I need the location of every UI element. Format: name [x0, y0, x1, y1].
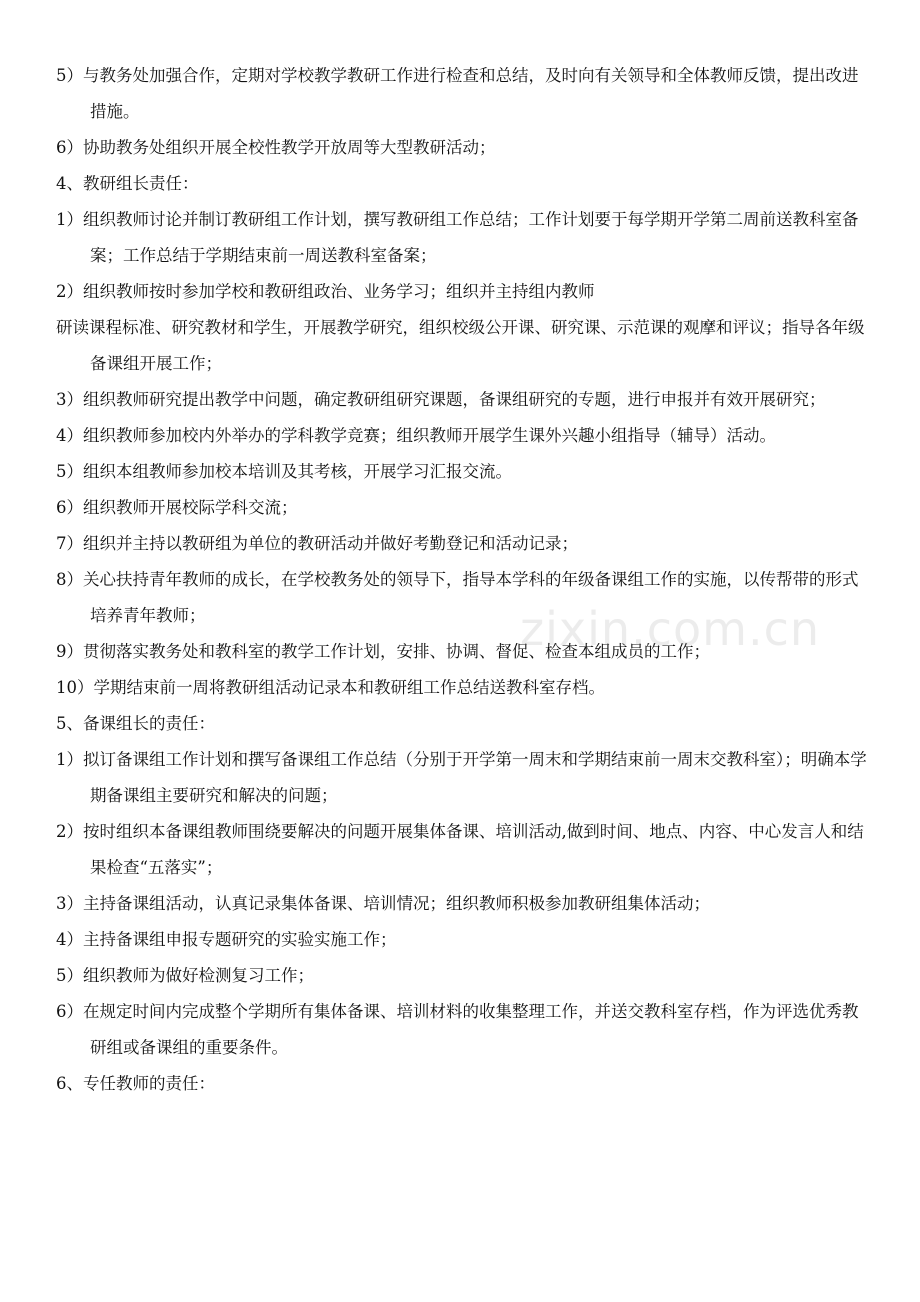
list-item: 6）协助教务处组织开展全校性教学开放周等大型教研活动； — [56, 138, 496, 157]
list-item: 1）组织教师讨论并制订教研组工作计划，撰写教研组工作总结；工作计划要于每学期开学第二周前送教科室备案；工作总结于学期结束前一周送教科室备案； — [56, 210, 859, 265]
list-item: 6）组织教师开展校际学科交流； — [56, 498, 298, 517]
section-heading: 5、备课组长的责任： — [56, 714, 215, 733]
document-page — [0, 58, 920, 1102]
list-item: 1）拟订备课组工作计划和撰写备课组工作总结（分别于开学第一周末和学期结束前一周末交教科室）；明确本学期备课组主要研究和解决的问题； — [56, 750, 867, 805]
list-item: 4）主持备课组申报专题研究的实验实施工作； — [56, 930, 397, 949]
list-item: 7）组织并主持以教研组为单位的教研活动并做好考勤登记和活动记录； — [56, 534, 578, 553]
section-heading: 6、专任教师的责任： — [56, 1074, 215, 1093]
list-item: 3）组织教师研究提出教学中问题，确定教研组研究课题，备课组研究的专题，进行申报并有效开展研究； — [56, 390, 826, 409]
section-heading: 4、教研组长责任： — [56, 174, 199, 193]
list-item: 2）按时组织本备课组教师围绕要解决的问题开展集体备课、培训活动,做到时间、地点、内容、中心发言人和结果检查“五落实”； — [56, 822, 864, 877]
list-item: 3）主持备课组活动，认真记录集体备课、培训情况；组织教师积极参加教研组集体活动； — [56, 894, 710, 913]
list-item-continuation: 研读课程标准、研究教材和学生，开展教学研究，组织校级公开课、研究课、示范课的观摩和评议；指导各年级备课组开展工作； — [56, 318, 865, 373]
list-item: 5）组织本组教师参加校本培训及其考核，开展学习汇报交流。 — [56, 462, 512, 481]
list-item: 2）组织教师按时参加学校和教研组政治、业务学习；组织并主持组内教师 — [56, 282, 595, 301]
list-item: 9）贯彻落实教务处和教科室的教学工作计划，安排、协调、督促、检查本组成员的工作； — [56, 642, 710, 661]
watermark-text: zixin.com.cn — [520, 602, 821, 656]
list-item: 10）学期结束前一周将教研组活动记录本和教研组工作总结送教科室存档。 — [56, 678, 605, 697]
list-item: 8）关心扶持青年教师的成长，在学校教务处的领导下，指导本学科的年级备课组工作的实施，以传帮带的形式培养青年教师； — [56, 570, 859, 625]
list-item: 5）组织教师为做好检测复习工作； — [56, 966, 314, 985]
list-item: 5）与教务处加强合作，定期对学校教学教研工作进行检查和总结，及时向有关领导和全体教师反馈，提出改进措施。 — [56, 66, 859, 121]
list-item: 4）组织教师参加校内外举办的学科教学竞赛；组织教师开展学生课外兴趣小组指导（辅导）活动。 — [56, 426, 776, 445]
list-item: 6）在规定时间内完成整个学期所有集体备课、培训材料的收集整理工作，并送交教科室存档，作为评选优秀教研组或备课组的重要条件。 — [56, 1002, 859, 1057]
